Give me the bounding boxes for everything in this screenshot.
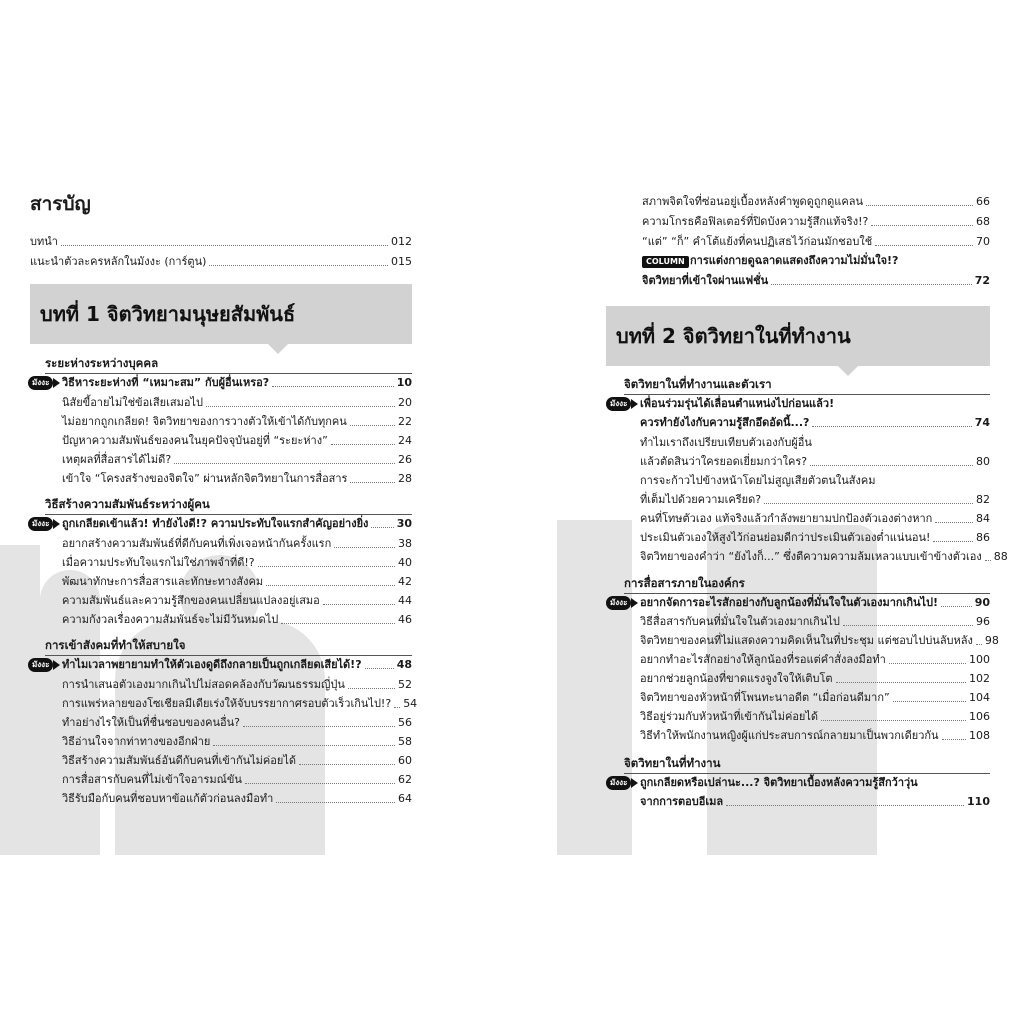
- entry-title: ความกังวลเรื่องความสัมพันธ์จะไม่มีวันหมดไป: [62, 613, 279, 626]
- toc-entry[interactable]: [62, 734, 412, 750]
- toc-entry[interactable]: [30, 234, 412, 250]
- arrow-icon: [631, 598, 638, 608]
- entry-page: 82: [976, 493, 990, 506]
- arrow-icon: [53, 519, 60, 529]
- toc-entry[interactable]: [640, 511, 990, 527]
- manga-badge: [28, 376, 60, 390]
- entry-title: อยากจัดการอะไรสักอย่างกับลูกน้องที่มั่นใจในตัวเองมากเกินไป!: [640, 596, 939, 609]
- entry-page: 20: [398, 396, 412, 409]
- dot-leader: [245, 783, 395, 784]
- column-entry[interactable]: [642, 273, 990, 289]
- entry-title: ความโกรธคือฟิลเตอร์ที่ปิดบังความรู้สึกแท้จริง!?: [642, 215, 869, 228]
- entry-page: 38: [398, 537, 412, 550]
- toc-entry[interactable]: [642, 214, 990, 230]
- entry-page: 54: [403, 697, 418, 710]
- dot-leader: [942, 739, 966, 740]
- dot-leader: [213, 745, 395, 746]
- section-rule: [624, 593, 990, 594]
- entry-page: 52: [398, 678, 412, 691]
- dot-leader: [206, 406, 395, 407]
- manga-badge: [28, 658, 60, 672]
- section-rule: [624, 773, 990, 774]
- dot-leader: [935, 522, 973, 523]
- dot-leader: [365, 668, 394, 669]
- toc-entry[interactable]: [640, 690, 990, 706]
- entry-page: 56: [398, 716, 412, 729]
- section-heading: จิตวิทยาในที่ทำงานและตัวเรา: [624, 377, 772, 391]
- entry-page: 110: [967, 795, 990, 808]
- entry-page: 30: [396, 517, 412, 530]
- entry-title: วิธีรับมือกับคนที่ชอบหาข้อแก้ตัวก่อนลงมือทำ: [62, 792, 274, 805]
- entry-title: ปัญหาความสัมพันธ์ของคนในยุคปัจจุบันอยู่ที่ “ระยะห่าง”: [62, 434, 328, 447]
- toc-entry[interactable]: [640, 454, 990, 470]
- dot-leader: [812, 426, 971, 427]
- toc-entry[interactable]: [30, 254, 412, 270]
- entry-title: การสื่อสารกับคนที่ไม่เข้าใจอารมณ์ขัน: [62, 773, 242, 786]
- toc-entry-manga[interactable]: [640, 775, 990, 791]
- dot-leader: [836, 682, 966, 683]
- dot-leader: [348, 688, 395, 689]
- entry-title: บทนำ: [30, 235, 58, 248]
- column-badge: COLUMN: [642, 256, 689, 268]
- arrow-icon: [53, 660, 60, 670]
- banner-notch: [268, 344, 288, 354]
- dot-leader: [889, 663, 966, 664]
- toc-entry-manga[interactable]: [62, 516, 412, 532]
- entry-page: 108: [969, 729, 990, 742]
- entry-page: 96: [976, 615, 990, 628]
- manga-badge: [606, 776, 638, 790]
- dot-leader: [266, 585, 395, 586]
- manga-badge-label: มังงะ: [606, 776, 631, 790]
- entry-title: อยากทำอะไรสักอย่างให้ลูกน้องที่รอแต่คำสั่งลงมือทำ: [640, 653, 886, 666]
- dot-leader: [821, 720, 966, 721]
- entry-page: 84: [976, 512, 990, 525]
- entry-page: 28: [398, 472, 412, 485]
- toc-entry[interactable]: [640, 435, 990, 451]
- entry-title: ควรทำยังไงกับความรู้สึกอึดอัดนี้...?: [640, 416, 810, 429]
- entry-page: 102: [969, 672, 990, 685]
- entry-title: วิธีอ่านใจจากท่าทางของอีกฝ่าย: [62, 735, 211, 748]
- arrow-icon: [631, 399, 638, 409]
- entry-title: จิตวิทยาของคำว่า “ยังไงก็...” ซึ่งตีความความล้มเหลวแบบเข้าข้างตัวเอง: [640, 550, 982, 563]
- dot-leader: [875, 245, 973, 246]
- dot-leader: [299, 764, 395, 765]
- toc-entry[interactable]: [62, 414, 412, 430]
- entry-title: คนที่โทษตัวเอง แท้จริงแล้วกำลังพยายามปกป้องตัวเองต่างหาก: [640, 512, 933, 525]
- dot-leader: [61, 245, 388, 246]
- manga-badge-label: มังงะ: [28, 517, 53, 531]
- manga-badge-label: มังงะ: [606, 596, 631, 610]
- dot-leader: [371, 527, 393, 528]
- entry-page: 74: [974, 416, 990, 429]
- entry-page: 24: [398, 434, 412, 447]
- dot-leader: [394, 707, 400, 708]
- entry-title: วิธีทำให้พนักงานหญิงผู้แก่ประสบการณ์กลายมาเป็นพวกเดียวกัน: [640, 729, 939, 742]
- toc-entry[interactable]: [62, 753, 412, 769]
- toc-entry-manga[interactable]: [640, 595, 990, 611]
- entry-title: จิตวิทยาของคนที่ไม่แสดงความคิดเห็นในที่ประชุม แต่ชอบไปบ่นลับหลัง: [640, 634, 973, 647]
- entry-title: จิตวิทยาของหัวหน้าที่โพนทะนาอดีต “เมื่อก่อนดีมาก”: [640, 691, 890, 704]
- entry-page: 26: [398, 453, 412, 466]
- section-heading: การสื่อสารภายในองค์กร: [624, 576, 745, 590]
- entry-title: ถูกเกลียดเข้าแล้ว! ทำยังไงดี!? ความประทับใจแรกสำคัญอย่างยิ่ง: [62, 517, 369, 530]
- dot-leader: [866, 205, 973, 206]
- entry-page: 104: [969, 691, 990, 704]
- entry-page: 106: [969, 710, 990, 723]
- dot-leader: [843, 625, 973, 626]
- dot-leader: [334, 547, 395, 548]
- dot-leader: [281, 623, 395, 624]
- dot-leader: [941, 606, 972, 607]
- chapter-title: บทที่ 2 จิตวิทยาในที่ทำงาน: [616, 324, 851, 348]
- entry-title: การแต่งกายดูฉลาดแสดงถึงความไม่มั่นใจ!?: [690, 254, 899, 267]
- entry-title: ทำไมเราถึงเปรียบเทียบตัวเองกับผู้อื่น: [640, 436, 812, 449]
- toc-entry[interactable]: [640, 671, 990, 687]
- manga-badge: [606, 596, 638, 610]
- toc-entry[interactable]: [642, 234, 990, 250]
- entry-title: พัฒนาทักษะการสื่อสารและทักษะทางสังคม: [62, 575, 264, 588]
- entry-page: 46: [398, 613, 412, 626]
- toc-entry[interactable]: [62, 791, 412, 807]
- dot-leader: [764, 503, 973, 504]
- entry-page: 40: [398, 556, 412, 569]
- manga-badge-label: มังงะ: [606, 397, 631, 411]
- entry-page: 58: [398, 735, 412, 748]
- toc-entry[interactable]: [640, 530, 990, 546]
- manga-badge-label: มังงะ: [28, 658, 53, 672]
- entry-page: 42: [398, 575, 412, 588]
- entry-title: วิธีหาระยะห่างที่ “เหมาะสม” กับผู้อื่นเหรอ?: [62, 376, 270, 389]
- toc-entry[interactable]: [640, 709, 990, 725]
- toc-entry[interactable]: [62, 593, 412, 609]
- dot-leader: [871, 225, 973, 226]
- entry-page: 88: [993, 550, 1008, 563]
- entry-title: ทำไมเวลาพยายามทำให้ตัวเองดูดีถึงกลายเป็นถูกเกลียดเสียได้!?: [62, 658, 362, 671]
- dot-leader: [272, 386, 394, 387]
- section-rule: [45, 514, 412, 515]
- dot-leader: [810, 465, 973, 466]
- entry-title: แนะนำตัวละครหลักในมังงะ (การ์ตูน): [30, 255, 207, 268]
- entry-page: 10: [396, 376, 412, 389]
- toc-entry[interactable]: [640, 652, 990, 668]
- dot-leader: [933, 541, 973, 542]
- entry-title: จากการตอบอีเมล: [640, 795, 724, 808]
- dot-leader: [258, 566, 395, 567]
- dot-leader: [893, 701, 966, 702]
- entry-page: 66: [976, 195, 990, 208]
- toc-entry[interactable]: [640, 473, 990, 489]
- right-page: [512, 0, 1024, 1024]
- toc-entry-manga[interactable]: [640, 415, 990, 431]
- section-rule: [624, 394, 990, 395]
- dot-leader: [726, 805, 964, 806]
- entry-title: การจะก้าวไปข้างหน้าโดยไม่สูญเสียตัวตนในสังคม: [640, 474, 876, 487]
- dot-leader: [350, 482, 395, 483]
- manga-badge: [606, 397, 638, 411]
- toc-entry-manga[interactable]: [640, 794, 990, 810]
- entry-page: 64: [398, 792, 412, 805]
- toc-entry[interactable]: [640, 633, 999, 649]
- page-title: สารบัญ: [30, 193, 91, 215]
- entry-title: “แต่” “ก็” คำโต้แย้งที่คนปฏิเสธไว้ก่อนมักชอบใช้: [642, 235, 873, 248]
- entry-title: วิธีอยู่ร่วมกับหัวหน้าที่เข้ากันไม่ค่อยได้: [640, 710, 819, 723]
- toc-entry[interactable]: [640, 549, 1008, 565]
- entry-page: 100: [969, 653, 990, 666]
- toc-entry-manga[interactable]: [62, 657, 412, 673]
- entry-title: ประเมินตัวเองให้สูงไว้ก่อนย่อมดีกว่าประเมินตัวเองต่ำแน่นอน!: [640, 531, 931, 544]
- section-heading: ระยะห่างระหว่างบุคคล: [45, 356, 159, 370]
- arrow-icon: [631, 778, 638, 788]
- entry-title: เพื่อนร่วมรุ่นได้เลื่อนตำแหน่งไปก่อนแล้ว!: [640, 397, 835, 410]
- manga-badge-label: มังงะ: [28, 376, 53, 390]
- entry-page: 22: [398, 415, 412, 428]
- entry-title: แล้วตัดสินว่าใครยอดเยี่ยมกว่าใคร?: [640, 455, 808, 468]
- dot-leader: [243, 726, 395, 727]
- toc-entry-manga[interactable]: [640, 396, 990, 412]
- section-heading: จิตวิทยาในที่ทำงาน: [624, 756, 721, 770]
- entry-page: 015: [391, 255, 412, 268]
- decorative-background-shape: [0, 545, 40, 855]
- toc-entry[interactable]: [62, 696, 418, 712]
- entry-title: เหตุผลที่สื่อสารได้ไม่ดี?: [62, 453, 172, 466]
- entry-page: 86: [976, 531, 990, 544]
- toc-entry-manga[interactable]: [62, 375, 412, 391]
- entry-page: 70: [976, 235, 990, 248]
- entry-title: การนำเสนอตัวเองมากเกินไปไม่สอดคล้องกับวัฒนธรรมญี่ปุ่น: [62, 678, 345, 691]
- entry-page: 98: [984, 634, 999, 647]
- dot-leader: [985, 560, 991, 561]
- chapter-title: บทที่ 1 จิตวิทยามนุษยสัมพันธ์: [40, 302, 296, 326]
- dot-leader: [174, 463, 395, 464]
- column-entry-title[interactable]: [690, 253, 990, 269]
- chapter-banner: [30, 284, 412, 344]
- manga-badge: [28, 517, 60, 531]
- toc-entry[interactable]: [62, 536, 412, 552]
- decorative-background-shape: [557, 520, 632, 855]
- entry-title: วิธีสื่อสารกับคนที่มั่นใจในตัวเองมากเกินไป: [640, 615, 840, 628]
- dot-leader: [771, 284, 972, 285]
- toc-entry[interactable]: [62, 612, 412, 628]
- section-heading: วิธีสร้างความสัมพันธ์ระหว่างผู้คน: [45, 497, 210, 511]
- entry-title: ถูกเกลียดหรือเปล่านะ...? จิตวิทยาเบื้องหลังความรู้สึกว้าวุ่น: [640, 776, 918, 789]
- entry-title: ที่เต็มไปด้วยความเครียด?: [640, 493, 762, 506]
- toc-entry[interactable]: [642, 194, 990, 210]
- toc-entry[interactable]: [640, 492, 990, 508]
- entry-title: ทำอย่างไรให้เป็นที่ชื่นชอบของคนอื่น?: [62, 716, 240, 729]
- toc-entry[interactable]: [62, 471, 412, 487]
- section-heading: การเข้าสังคมที่ทำให้สบายใจ: [45, 638, 186, 652]
- toc-entry[interactable]: [62, 574, 412, 590]
- toc-entry[interactable]: [62, 433, 412, 449]
- dot-leader: [331, 444, 395, 445]
- entry-page: 44: [398, 594, 412, 607]
- entry-page: 68: [976, 215, 990, 228]
- entry-page: 012: [391, 235, 412, 248]
- entry-title: นิสัยขี้อายไม่ใช่ข้อเสียเสมอไป: [62, 396, 203, 409]
- chapter-banner: [606, 306, 990, 366]
- entry-page: 60: [398, 754, 412, 767]
- entry-page: 80: [976, 455, 990, 468]
- entry-page: 62: [398, 773, 412, 786]
- banner-notch: [838, 366, 858, 376]
- entry-title: ไม่อยากถูกเกลียด! จิตวิทยาของการวางตัวให้เข้าได้กับทุกคน: [62, 415, 347, 428]
- toc-entry[interactable]: [62, 677, 412, 693]
- toc-entry[interactable]: [62, 715, 412, 731]
- entry-title: อยากช่วยลูกน้องที่ขาดแรงจูงใจให้เติบโต: [640, 672, 833, 685]
- toc-entry[interactable]: [640, 614, 990, 630]
- section-rule: [45, 373, 412, 374]
- entry-title: จิตวิทยาที่เข้าใจผ่านแฟชั่น: [642, 274, 769, 287]
- entry-title: การแพร่หลายของโซเชียลมีเดียเร่งให้จับบรรยากาศรอบตัวเร็วเกินไป!?: [62, 697, 392, 710]
- entry-title: เมื่อความประทับใจแรกไม่ใช่ภาพจำที่ดี!?: [62, 556, 255, 569]
- entry-title: อยากสร้างความสัมพันธ์ที่ดีกับคนที่เพิ่งเจอหน้ากันครั้งแรก: [62, 537, 332, 550]
- dot-leader: [350, 425, 395, 426]
- toc-entry[interactable]: [62, 772, 412, 788]
- dot-leader: [323, 604, 395, 605]
- dot-leader: [976, 644, 982, 645]
- toc-entry[interactable]: [62, 555, 412, 571]
- entry-title: วิธีสร้างความสัมพันธ์อันดีกับคนที่เข้ากันไม่ค่อยได้: [62, 754, 297, 767]
- entry-title: สภาพจิตใจที่ซ่อนอยู่เบื้องหลังคำพูดดูถูกดูแคลน: [642, 195, 864, 208]
- arrow-icon: [53, 378, 60, 388]
- toc-entry[interactable]: [640, 728, 990, 744]
- toc-entry[interactable]: [62, 395, 412, 411]
- entry-title: ความสัมพันธ์และความรู้สึกของคนเปลี่ยนแปลงอยู่เสมอ: [62, 594, 320, 607]
- entry-page: 90: [974, 596, 990, 609]
- section-rule: [45, 655, 412, 656]
- dot-leader: [276, 802, 395, 803]
- toc-entry[interactable]: [62, 452, 412, 468]
- entry-page: 72: [974, 274, 990, 287]
- entry-title: เข้าใจ “โครงสร้างของจิตใจ” ผ่านหลักจิตวิทยาในการสื่อสาร: [62, 472, 348, 485]
- dot-leader: [209, 265, 388, 266]
- entry-page: 48: [396, 658, 412, 671]
